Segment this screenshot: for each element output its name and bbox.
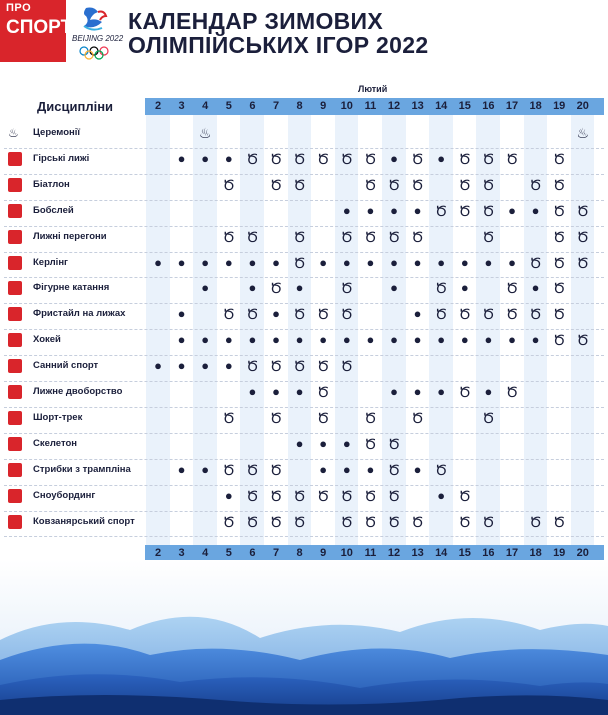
medal-event-mark: Ծ <box>411 176 424 193</box>
day-number: 2 <box>154 547 162 559</box>
day-number: 15 <box>458 547 471 559</box>
competition-day-mark: ● <box>295 280 304 296</box>
medal-event-mark: Ծ <box>340 513 353 530</box>
competition-day-mark: ● <box>319 435 328 451</box>
medal-event-mark: Ծ <box>340 306 353 323</box>
medal-event-mark: Ծ <box>364 487 377 504</box>
discipline-name: Лижні перегони <box>33 230 107 242</box>
day-number: 4 <box>202 100 209 112</box>
row-divider <box>4 433 604 434</box>
medal-event-mark: Ծ <box>387 487 401 504</box>
medal-event-mark: Ծ <box>269 280 283 297</box>
competition-day-mark: ● <box>224 332 233 348</box>
competition-day-mark: ● <box>484 384 493 399</box>
competition-day-mark: ● <box>508 332 516 348</box>
medal-event-mark: Ծ <box>222 461 235 478</box>
competition-day-mark: ● <box>437 150 446 166</box>
competition-day-mark: ● <box>413 332 422 348</box>
medal-event-mark: Ծ <box>340 150 353 167</box>
medal-event-mark: Ծ <box>387 176 401 193</box>
medal-event-mark: Ծ <box>435 306 448 323</box>
medal-event-mark: Ծ <box>576 332 589 349</box>
competition-day-mark: ● <box>224 254 233 270</box>
medal-event-mark: Ծ <box>246 487 259 504</box>
medal-event-mark: Ծ <box>222 306 235 323</box>
medal-event-mark: Ծ <box>458 176 471 193</box>
medal-event-mark: Ծ <box>576 202 589 219</box>
medal-event-mark: Ծ <box>411 228 424 245</box>
competition-day-mark: ● <box>531 280 540 296</box>
competition-day-mark: ● <box>531 202 540 218</box>
discipline-name: Ковзанярський спорт <box>33 515 135 527</box>
discipline-name: Фристайл на лижах <box>33 308 126 320</box>
biathlon-icon <box>8 178 22 192</box>
row-divider <box>4 303 604 304</box>
medal-event-mark: Ծ <box>553 254 566 271</box>
competition-day-mark: ● <box>342 202 351 218</box>
competition-day-mark: ● <box>154 254 162 270</box>
cross-country-skiing-icon <box>8 230 22 244</box>
day-number: 3 <box>178 547 185 559</box>
medal-event-mark: Ծ <box>553 202 566 219</box>
snowboard-icon <box>8 489 22 503</box>
title-line-2: ОЛІМПІЙСЬКИХ ІГОР 2022 <box>128 32 429 58</box>
row-divider <box>4 226 604 227</box>
medal-event-mark: Ծ <box>458 150 471 167</box>
competition-day-mark: ● <box>201 280 210 296</box>
skeleton-icon <box>8 437 22 451</box>
medal-event-mark: Ծ <box>293 254 306 271</box>
medal-event-mark: Ծ <box>435 461 448 478</box>
competition-day-mark: ● <box>437 384 446 399</box>
medal-event-mark: Ծ <box>293 150 306 167</box>
discipline-name: Стрибки з трампліна <box>33 463 131 475</box>
title-line-1: КАЛЕНДАР ЗИМОВИХ <box>128 8 384 34</box>
day-number: 12 <box>387 547 401 559</box>
medal-event-mark: Ծ <box>246 513 259 530</box>
competition-day-mark: ● <box>319 254 328 270</box>
medal-event-mark: Ծ <box>411 409 424 426</box>
figure-skating-icon <box>8 281 22 295</box>
medal-event-mark: Ծ <box>293 513 306 530</box>
medal-event-mark: Ծ <box>458 384 471 400</box>
row-divider <box>4 355 604 356</box>
medal-event-mark: Ծ <box>482 150 495 167</box>
medal-event-mark: Ծ <box>222 409 235 426</box>
day-column-stripe <box>193 98 217 564</box>
competition-day-mark: ● <box>272 254 280 270</box>
day-number: 18 <box>529 100 542 112</box>
competition-day-mark: ● <box>319 332 328 348</box>
medal-event-mark: Ծ <box>317 409 330 426</box>
day-number: 10 <box>340 547 353 559</box>
medal-event-mark: Ծ <box>246 228 259 245</box>
medal-event-mark: Ծ <box>553 332 566 349</box>
competition-day-mark: ● <box>272 306 280 322</box>
competition-day-mark: ● <box>366 461 375 477</box>
medal-event-mark: Ծ <box>576 254 589 271</box>
competition-day-mark: ● <box>413 306 422 322</box>
medal-event-mark: Ծ <box>269 487 283 504</box>
day-number: 20 <box>576 100 589 112</box>
medal-event-mark: Ծ <box>269 513 283 530</box>
discipline-name: Керлінг <box>33 256 69 268</box>
competition-day-mark: ● <box>201 461 210 477</box>
medal-event-mark: Ծ <box>529 254 542 271</box>
competition-day-mark: ● <box>177 358 186 374</box>
row-divider <box>4 252 604 253</box>
competition-day-mark: ● <box>366 202 375 218</box>
competition-day-mark: ● <box>413 202 422 218</box>
medal-event-mark: Ծ <box>411 513 424 530</box>
medal-event-mark: Ծ <box>505 384 519 400</box>
freestyle-skiing-icon <box>8 307 22 321</box>
speed-skating-icon <box>8 515 22 529</box>
row-divider <box>4 407 604 408</box>
competition-day-mark: ● <box>390 384 398 399</box>
ceremony-flame-icon: ♨ <box>576 125 590 141</box>
day-number: 4 <box>202 547 209 559</box>
medal-event-mark: Ծ <box>293 487 306 504</box>
medal-event-mark: Ծ <box>553 176 566 193</box>
discipline-name: Лижне двоборство <box>33 386 123 397</box>
medal-event-mark: Ծ <box>340 280 353 297</box>
competition-day-mark: ● <box>224 358 233 374</box>
discipline-name: Скелетон <box>33 437 78 449</box>
medal-event-mark: Ծ <box>482 513 495 530</box>
competition-day-mark: ● <box>366 332 375 348</box>
medal-event-mark: Ծ <box>340 487 353 504</box>
medal-event-mark: Ծ <box>340 358 353 375</box>
day-number: 15 <box>458 100 471 112</box>
competition-day-mark: ● <box>508 254 516 270</box>
medal-event-mark: Ծ <box>317 384 330 400</box>
medal-event-mark: Ծ <box>269 358 283 375</box>
medal-event-mark: Ծ <box>411 150 424 167</box>
day-number: 9 <box>320 100 327 112</box>
discipline-name: Сноубординг <box>33 489 96 501</box>
day-number: 19 <box>553 100 566 112</box>
medal-event-mark: Ծ <box>505 306 519 323</box>
ice-hockey-icon <box>8 333 22 347</box>
bobsleigh-icon <box>8 204 22 218</box>
medal-event-mark: Ծ <box>458 487 471 504</box>
competition-day-mark: ● <box>508 202 516 218</box>
day-number: 20 <box>576 547 589 559</box>
medal-event-mark: Ծ <box>553 306 566 323</box>
competition-day-mark: ● <box>437 332 446 348</box>
row-divider <box>4 459 604 460</box>
competition-day-mark: ● <box>342 254 351 270</box>
competition-day-mark: ● <box>224 487 233 503</box>
competition-day-mark: ● <box>437 487 446 503</box>
brand-pro-text: ПРО <box>6 2 32 14</box>
alpine-skiing-icon <box>8 152 22 166</box>
day-number: 7 <box>272 100 280 112</box>
ski-jumping-icon <box>8 463 22 477</box>
day-number: 16 <box>482 100 495 112</box>
medal-event-mark: Ծ <box>293 358 306 375</box>
competition-day-mark: ● <box>201 254 210 270</box>
medal-event-mark: Ծ <box>553 280 566 297</box>
medal-event-mark: Ծ <box>435 280 448 297</box>
competition-day-mark: ● <box>390 332 398 348</box>
medal-event-mark: Ծ <box>364 228 377 245</box>
day-number: 10 <box>340 100 353 112</box>
competition-day-mark: ● <box>201 332 210 348</box>
competition-day-mark: ● <box>484 254 493 270</box>
medal-event-mark: Ծ <box>317 487 330 504</box>
day-number: 6 <box>249 547 256 559</box>
nordic-combined-icon <box>8 385 22 399</box>
medal-event-mark: Ծ <box>505 280 519 297</box>
medal-event-mark: Ծ <box>458 202 471 219</box>
competition-day-mark: ● <box>177 150 186 166</box>
day-number: 16 <box>482 547 495 559</box>
day-number: 17 <box>505 100 519 112</box>
medal-event-mark: Ծ <box>482 306 495 323</box>
competition-day-mark: ● <box>201 150 210 166</box>
medal-event-mark: Ծ <box>364 435 377 452</box>
row-divider <box>4 329 604 330</box>
day-number: 12 <box>387 100 401 112</box>
competition-day-mark: ● <box>531 332 540 348</box>
medal-event-mark: Ծ <box>246 306 259 323</box>
medal-event-mark: Ծ <box>435 202 448 219</box>
discipline-name: Фігурне катання <box>33 282 110 294</box>
competition-day-mark: ● <box>366 254 375 270</box>
competition-day-mark: ● <box>177 254 186 270</box>
day-number: 3 <box>178 100 185 112</box>
discipline-name: Церемонії <box>33 127 81 138</box>
discipline-name: Гірські лижі <box>33 152 90 164</box>
medal-event-mark: Ծ <box>387 513 401 530</box>
competition-day-mark: ● <box>390 150 398 166</box>
short-track-icon <box>8 411 22 425</box>
competition-day-mark: ● <box>201 358 210 374</box>
discipline-name: Шорт-трек <box>33 411 83 423</box>
day-number: 11 <box>364 547 377 559</box>
day-column-stripe <box>146 98 170 564</box>
medal-event-mark: Ծ <box>317 150 330 167</box>
day-number: 18 <box>529 547 542 559</box>
month-label: Лютий <box>358 84 388 94</box>
row-divider <box>4 148 604 149</box>
medal-event-mark: Ծ <box>340 228 353 245</box>
day-column-stripe <box>524 98 548 564</box>
day-number: 19 <box>553 547 566 559</box>
medal-event-mark: Ծ <box>364 409 377 426</box>
medal-event-mark: Ծ <box>576 228 589 245</box>
competition-day-mark: ● <box>295 435 304 451</box>
medal-event-mark: Ծ <box>387 461 401 478</box>
competition-day-mark: ● <box>390 280 398 296</box>
competition-day-mark: ● <box>342 461 351 477</box>
row-divider <box>4 381 604 382</box>
competition-day-mark: ● <box>390 254 398 270</box>
medal-event-mark: Ծ <box>482 409 495 426</box>
medal-event-mark: Ծ <box>482 176 495 193</box>
row-divider <box>4 277 604 278</box>
row-divider <box>4 485 604 486</box>
competition-day-mark: ● <box>177 306 186 322</box>
discipline-name: Біатлон <box>33 178 70 190</box>
medal-event-mark: Ծ <box>293 176 306 193</box>
row-divider <box>4 174 604 175</box>
competition-day-mark: ● <box>342 435 351 451</box>
competition-day-mark: ● <box>413 254 422 270</box>
disciplines-heading: Дисципліни <box>37 99 114 114</box>
medal-event-mark: Ծ <box>458 513 471 530</box>
day-number: 13 <box>411 100 424 112</box>
medal-event-mark: Ծ <box>482 228 495 245</box>
competition-day-mark: ● <box>413 384 422 399</box>
day-number: 17 <box>505 547 519 559</box>
day-column-stripe <box>571 98 595 564</box>
day-number: 14 <box>435 100 448 112</box>
medal-event-mark: Ծ <box>246 358 259 375</box>
olympic-flame-icon: ♨ <box>8 126 19 140</box>
discipline-name: Хокей <box>33 334 61 346</box>
day-number: 8 <box>296 547 303 559</box>
competition-day-mark: ● <box>248 280 257 296</box>
competition-day-mark: ● <box>413 461 422 477</box>
medal-event-mark: Ծ <box>364 176 377 193</box>
competition-day-mark: ● <box>248 254 257 270</box>
competition-day-mark: ● <box>248 384 257 399</box>
competition-day-mark: ● <box>460 254 469 270</box>
day-column-stripe <box>476 98 500 564</box>
medal-event-mark: Ծ <box>246 150 259 167</box>
beijing-caption: BEIJING 2022 <box>72 34 124 43</box>
row-divider <box>4 536 604 537</box>
day-number: 5 <box>225 547 232 559</box>
medal-event-mark: Ծ <box>293 306 306 323</box>
day-number: 7 <box>272 547 280 559</box>
medal-event-mark: Ծ <box>553 150 566 167</box>
curling-icon <box>8 256 22 270</box>
day-number: 9 <box>320 547 327 559</box>
mountain-backdrop <box>0 560 608 715</box>
row-divider <box>4 200 604 201</box>
medal-event-mark: Ծ <box>505 150 519 167</box>
competition-day-mark: ● <box>460 280 469 296</box>
medal-event-mark: Ծ <box>269 461 283 478</box>
medal-event-mark: Ծ <box>364 150 377 167</box>
day-number: 14 <box>435 547 448 559</box>
medal-event-mark: Ծ <box>222 176 235 193</box>
medal-event-mark: Ծ <box>317 306 330 323</box>
ceremony-flame-icon: ♨ <box>198 125 212 141</box>
competition-day-mark: ● <box>272 384 280 399</box>
competition-day-mark: ● <box>342 332 351 348</box>
competition-day-mark: ● <box>295 384 304 399</box>
medal-event-mark: Ծ <box>553 228 566 245</box>
competition-day-mark: ● <box>390 202 398 218</box>
medal-event-mark: Ծ <box>529 513 542 530</box>
medal-event-mark: Ծ <box>458 306 471 323</box>
competition-day-mark: ● <box>154 358 162 374</box>
day-number: 11 <box>364 100 377 112</box>
medal-event-mark: Ծ <box>222 513 235 530</box>
day-number: 13 <box>411 547 424 559</box>
medal-event-mark: Ծ <box>269 176 283 193</box>
medal-event-mark: Ծ <box>387 435 401 452</box>
competition-day-mark: ● <box>272 332 280 348</box>
competition-day-mark: ● <box>460 332 469 348</box>
medal-event-mark: Ծ <box>222 228 235 245</box>
discipline-name: Бобслей <box>33 204 74 216</box>
day-number: 5 <box>225 100 232 112</box>
competition-day-mark: ● <box>177 461 186 477</box>
brand-sport-text: СПОРТ <box>6 17 73 38</box>
medal-event-mark: Ծ <box>317 358 330 375</box>
day-number: 6 <box>249 100 256 112</box>
competition-day-mark: ● <box>319 461 328 477</box>
medal-event-mark: Ծ <box>269 150 283 167</box>
luge-icon <box>8 359 22 373</box>
competition-day-mark: ● <box>437 254 446 270</box>
medal-event-mark: Ծ <box>387 228 401 245</box>
competition-day-mark: ● <box>484 332 493 348</box>
competition-day-mark: ● <box>295 332 304 348</box>
medal-event-mark: Ծ <box>269 409 283 426</box>
medal-event-mark: Ծ <box>529 306 542 323</box>
medal-event-mark: Ծ <box>553 513 566 530</box>
competition-day-mark: ● <box>224 150 233 166</box>
day-number: 2 <box>154 100 162 112</box>
day-number: 8 <box>296 100 303 112</box>
row-divider <box>4 511 604 512</box>
medal-event-mark: Ծ <box>293 228 306 245</box>
discipline-name: Санний спорт <box>33 360 99 372</box>
medal-event-mark: Ծ <box>482 202 495 219</box>
competition-day-mark: ● <box>248 332 257 348</box>
medal-event-mark: Ծ <box>529 176 542 193</box>
competition-day-mark: ● <box>177 332 186 348</box>
medal-event-mark: Ծ <box>246 461 259 478</box>
medal-event-mark: Ծ <box>364 513 377 530</box>
